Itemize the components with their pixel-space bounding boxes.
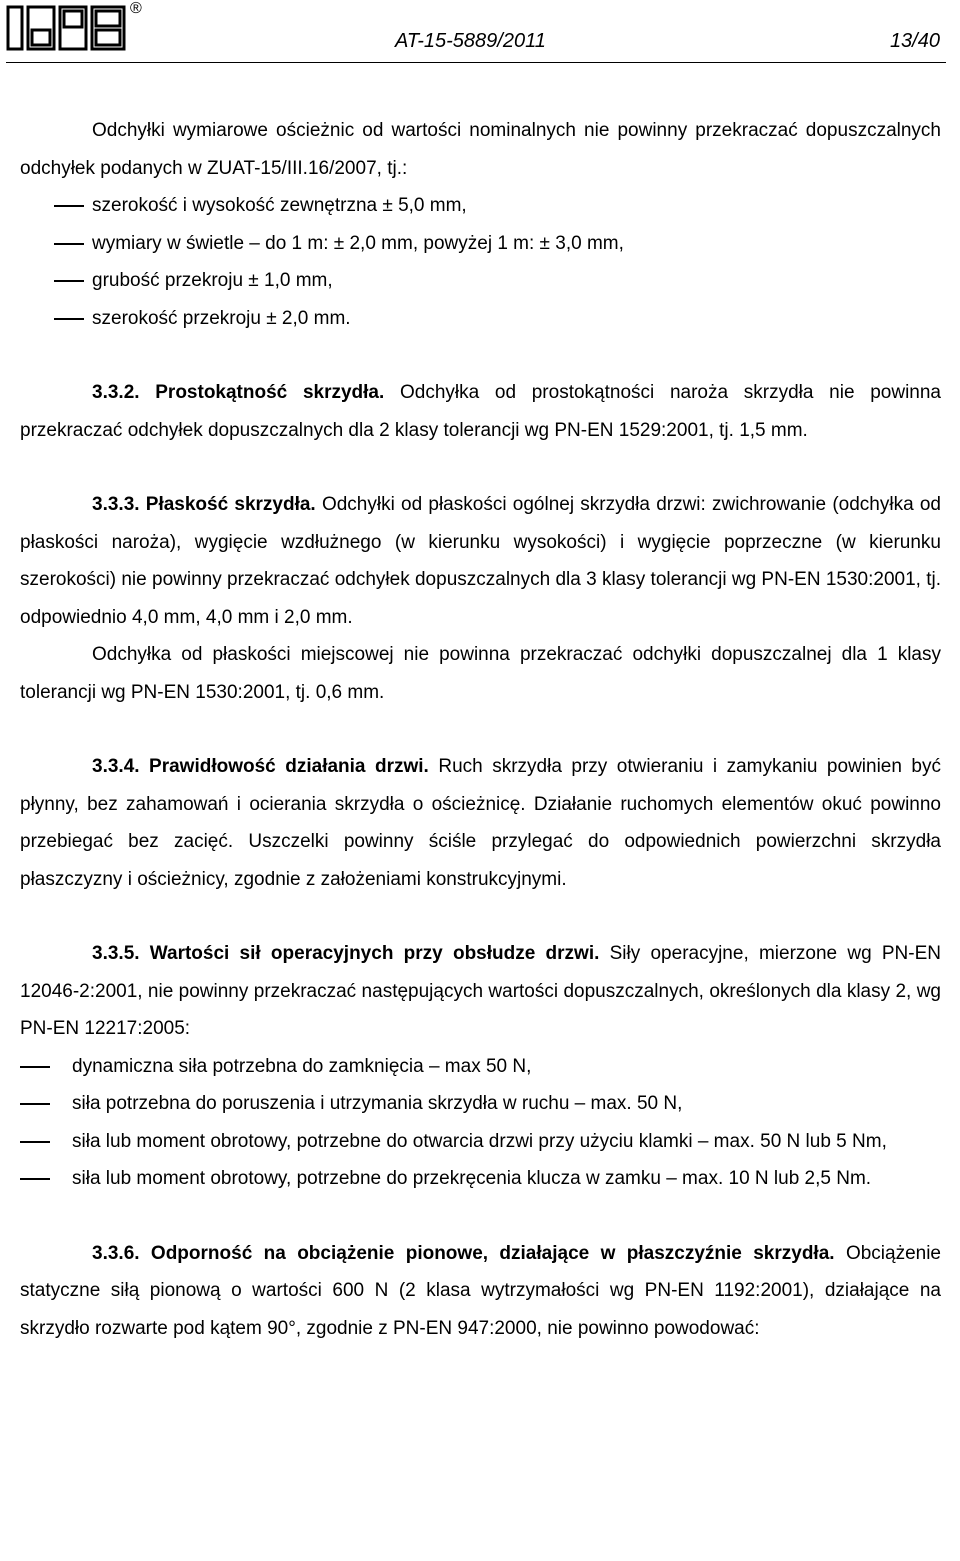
section-3-3-3 [20, 486, 941, 636]
page-number: 13/40 [889, 30, 940, 52]
section-3-3-4 [20, 748, 941, 898]
list-item: dynamiczna siła potrzebna do zamknięcia – max 50 N, [20, 1048, 941, 1086]
section-3-3-5 [20, 935, 941, 1048]
section-text: Ruch skrzydła przy otwieraniu i zamykaniu powinien być płynny, bez zahamowań i ocierania skrzydła o ościeżnicę. Działanie ruchomych elementów okuć powinno przebiegać bez zacięć. Uszczelki powinny ściśle przylegać do odpowiednich powierzchni skrzydła płaszczyzny i ościeżnicy, zgodnie z założeniami konstrukcyjnymi. [20, 756, 941, 890]
registered-mark: ® [130, 0, 142, 17]
section-3-3-6 [20, 1235, 941, 1348]
document-body [20, 112, 941, 1347]
section-text: Odchyłki od płaskości ogólnej skrzydła drzwi: zwichrowanie (odchyłka od płaskości naroża), wygięcie wzdłużnego (w kierunku wysokości) i wygięcie poprzeczne (w kierunku szerokości) nie powinny przekraczać odchyłek dopuszczalnych dla 3 klasy tolerancji wg PN-EN 1530:2001, tj. odpowiednio 4,0 mm, 4,0 mm i 2,0 mm. [20, 494, 941, 628]
header-divider [6, 62, 946, 63]
list-item: grubość przekroju ± 1,0 mm, [20, 262, 941, 300]
section-text: Obciążenie statyczne siłą pionową o wartości 600 N (2 klasa wytrzymałości wg PN-EN 1192:2001), działające na skrzydło rozwarte pod kątem 90°, zgodnie z PN-EN 947:2000, nie powinno powodować: [20, 1242, 941, 1339]
section-3-3-2 [20, 374, 941, 449]
list-item: siła lub moment obrotowy, potrzebne do otwarcia drzwi przy użyciu klamki – max. 50 N lub 5 Nm, [20, 1123, 941, 1161]
document-number: AT-15-5889/2011 [395, 30, 546, 52]
list-item: szerokość przekroju ± 2,0 mm. [20, 300, 941, 338]
section-heading: 3.3.6. Odporność na obciążenie pionowe, działające w płaszczyźnie skrzydła. [92, 1242, 835, 1264]
itb-logo [6, 4, 126, 52]
list-item: siła potrzebna do poruszenia i utrzymania skrzydła w ruchu – max. 50 N, [20, 1085, 941, 1123]
section-heading: 3.3.3. Płaskość skrzydła. [92, 494, 316, 515]
section-heading: 3.3.2. Prostokątność skrzydła. [92, 382, 385, 403]
section-text: Odchyłka od prostokątności naroża skrzydła nie powinna przekraczać odchyłek dopuszczalnych dla 2 klasy tolerancji wg PN-EN 1529:2001, tj. 1,5 mm. [20, 382, 941, 441]
section-3-3-3-paragraph-2: Odchyłka od płaskości miejscowej nie powinna przekraczać odchyłki dopuszczalnej dla 1 klasy tolerancji wg PN-EN 1530:2001, tj. 0,6 mm. [20, 644, 941, 703]
paragraph-intro: Odchyłki wymiarowe ościeżnic od wartości nominalnych nie powinny przekraczać dopuszczalnych odchyłek podanych w ZUAT-15/III.16/2007, tj.: [20, 120, 941, 179]
section-heading: 3.3.5. Wartości sił operacyjnych przy obsłudze drzwi. [92, 943, 600, 964]
page-header [0, 0, 960, 70]
section-heading: 3.3.4. Prawidłowość działania drzwi. [92, 756, 429, 777]
list-item: wymiary w świetle – do 1 m: ± 2,0 mm, powyżej 1 m: ± 3,0 mm, [20, 225, 941, 263]
list-item: szerokość i wysokość zewnętrzna ± 5,0 mm, [20, 187, 941, 225]
section-text: Siły operacyjne, mierzone wg PN-EN 12046-2:2001, nie powinny przekraczać następujących wartości dopuszczalnych, określonych dla klasy 2, wg PN-EN 12217:2005: [20, 943, 941, 1039]
list-item: siła lub moment obrotowy, potrzebne do przekręcenia klucza w zamku – max. 10 N lub 2,5 Nm. [20, 1160, 941, 1198]
